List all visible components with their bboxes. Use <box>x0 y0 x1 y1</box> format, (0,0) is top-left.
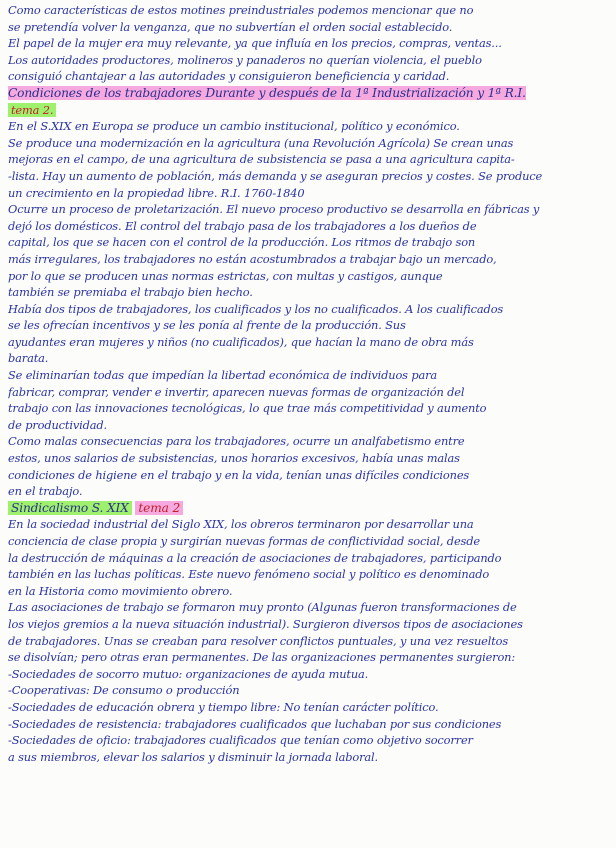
text-line: Las asociaciones de trabajo se formaron muy pronto (Algunas fueron transformaciones de <box>8 600 517 615</box>
text-line: ayudantes eran mujeres y niños (no cualificados), que hacían la mano de obra más <box>8 334 474 349</box>
list-item: -Sociedades de educación obrera y tiempo libre: No tenían carácter político. <box>8 699 439 714</box>
text-line: la destrucción de máquinas a la creación de asociaciones de trabajadores, participando <box>8 550 502 565</box>
section1-paragraph-1 <box>8 118 608 201</box>
section2-heading-row <box>8 500 608 517</box>
section2-paragraph-1 <box>8 516 608 599</box>
text-line: consiguió chantajear a las autoridades y consiguieron beneficiencia y caridad. <box>8 69 450 84</box>
text-line: trabajo con las innovaciones tecnológicas, lo que trae más competitividad y aumento <box>8 401 487 416</box>
text-line: en la Historia como movimiento obrero. <box>8 583 233 598</box>
list-item: a sus miembros, elevar los salarios y disminuir la jornada laboral. <box>8 749 379 764</box>
section1-title: Condiciones de los trabajadores Durante y después de la 1ª Industrialización y 1ª R.I. <box>8 85 526 100</box>
text-line: los viejos gremios a la nueva situación industrial). Surgieron diversos tipos de asociaciones <box>8 616 523 631</box>
text-line: dejó los domésticos. El control del trabajo pasa de los trabajadores a los dueños de <box>8 218 477 233</box>
list-item: -Cooperativas: De consumo o producción <box>8 683 240 698</box>
section2-organizations-list <box>8 666 608 766</box>
text-line: un crecimiento en la propiedad libre. R.I. 1760-1840 <box>8 185 305 200</box>
text-line: capital, los que se hacen con el control de la producción. Los ritmos de trabajo son <box>8 235 476 250</box>
text-line: Como malas consecuencias para los trabajadores, ocurre un analfabetismo entre <box>8 434 465 449</box>
text-line: fabricar, comprar, vender e invertir, aparecen nuevas formas de organización del <box>8 384 465 399</box>
section2-paragraph-2 <box>8 599 608 665</box>
text-line: más irregulares, los trabajadores no están acostumbrados a trabajar bajo un mercado, <box>8 251 497 266</box>
text-line: El papel de la mujer era muy relevante, ya que influía en los precios, compras, ventas... <box>8 36 502 51</box>
section1-tag-row <box>8 102 608 119</box>
text-line: Había dos tipos de trabajadores, los cualificados y los no cualificados. A los cualificados <box>8 301 504 316</box>
text-line: se disolvían; pero otras eran permanentes. De las organizaciones permanentes surgieron: <box>8 650 516 665</box>
section1-tema-tag: tema 2. <box>8 103 56 117</box>
text-line: mejoras en el campo, de una agricultura de subsistencia se pasa a una agricultura capita- <box>8 152 515 167</box>
text-line: se les ofrecían incentivos y se les ponía al frente de la producción. Sus <box>8 318 406 333</box>
text-line: Se produce una modernización en la agricultura (una Revolución Agrícola) Se crean unas <box>8 135 514 150</box>
text-line: barata. <box>8 351 49 366</box>
section1-paragraph-4 <box>8 367 608 433</box>
section1-paragraph-5 <box>8 433 608 499</box>
section2-title: Sindicalismo S. XIX <box>8 501 132 515</box>
handwritten-notes <box>8 2 608 765</box>
text-line: Se eliminarían todas que impedían la libertad económica de individuos para <box>8 368 438 383</box>
text-line: Como características de estos motines preindustriales podemos mencionar que no <box>8 3 474 17</box>
text-line: Los autoridades productores, molineros y panaderos no querían violencia, el pueblo <box>8 52 482 67</box>
list-item: -Sociedades de socorro mutuo: organizaciones de ayuda mutua. <box>8 666 369 681</box>
text-line: En la sociedad industrial del Siglo XIX, los obreros terminaron por desarrollar una <box>8 517 474 532</box>
section2-tema-tag: tema 2 <box>135 501 183 515</box>
text-line: Ocurre un proceso de proletarización. El nuevo proceso productivo se desarrolla en fábricas y <box>8 202 540 217</box>
text-line: de trabajadores. Unas se creaban para resolver conflictos puntuales, y una vez resueltos <box>8 633 509 648</box>
text-line: condiciones de higiene en el trabajo y en la vida, tenían unas difíciles condiciones <box>8 467 470 482</box>
text-line: En el S.XIX en Europa se produce un cambio institucional, político y económico. <box>8 119 460 134</box>
list-item: -Sociedades de oficio: trabajadores cualificados que tenían como objetivo socorrer <box>8 733 473 748</box>
section1-paragraph-3 <box>8 301 608 367</box>
text-line: también se premiaba el trabajo bien hecho. <box>8 285 253 300</box>
text-line: también en las luchas políticas. Este nuevo fenómeno social y político es denominado <box>8 567 490 582</box>
text-line: de productividad. <box>8 417 107 432</box>
section1-paragraph-2 <box>8 201 608 301</box>
text-line: se pretendía volver la venganza, que no subvertían el orden social establecido. <box>8 19 453 34</box>
text-line: en el trabajo. <box>8 484 83 499</box>
text-line: conciencia de clase propia y surgirían nuevas formas de conflictividad social, desde <box>8 534 480 548</box>
text-line: -lista. Hay un aumento de población, más demanda y se aseguran precios y costes. Se produce <box>8 168 543 183</box>
text-line: por lo que se producen unas normas estrictas, con multas y castigos, aunque <box>8 268 443 283</box>
section1-heading-row <box>8 85 608 102</box>
list-item: -Sociedades de resistencia: trabajadores cualificados que luchaban por sus condiciones <box>8 716 502 731</box>
text-line: estos, unos salarios de subsistencias, unos horarios excesivos, había unas malas <box>8 451 460 466</box>
intro-paragraph <box>8 2 608 85</box>
